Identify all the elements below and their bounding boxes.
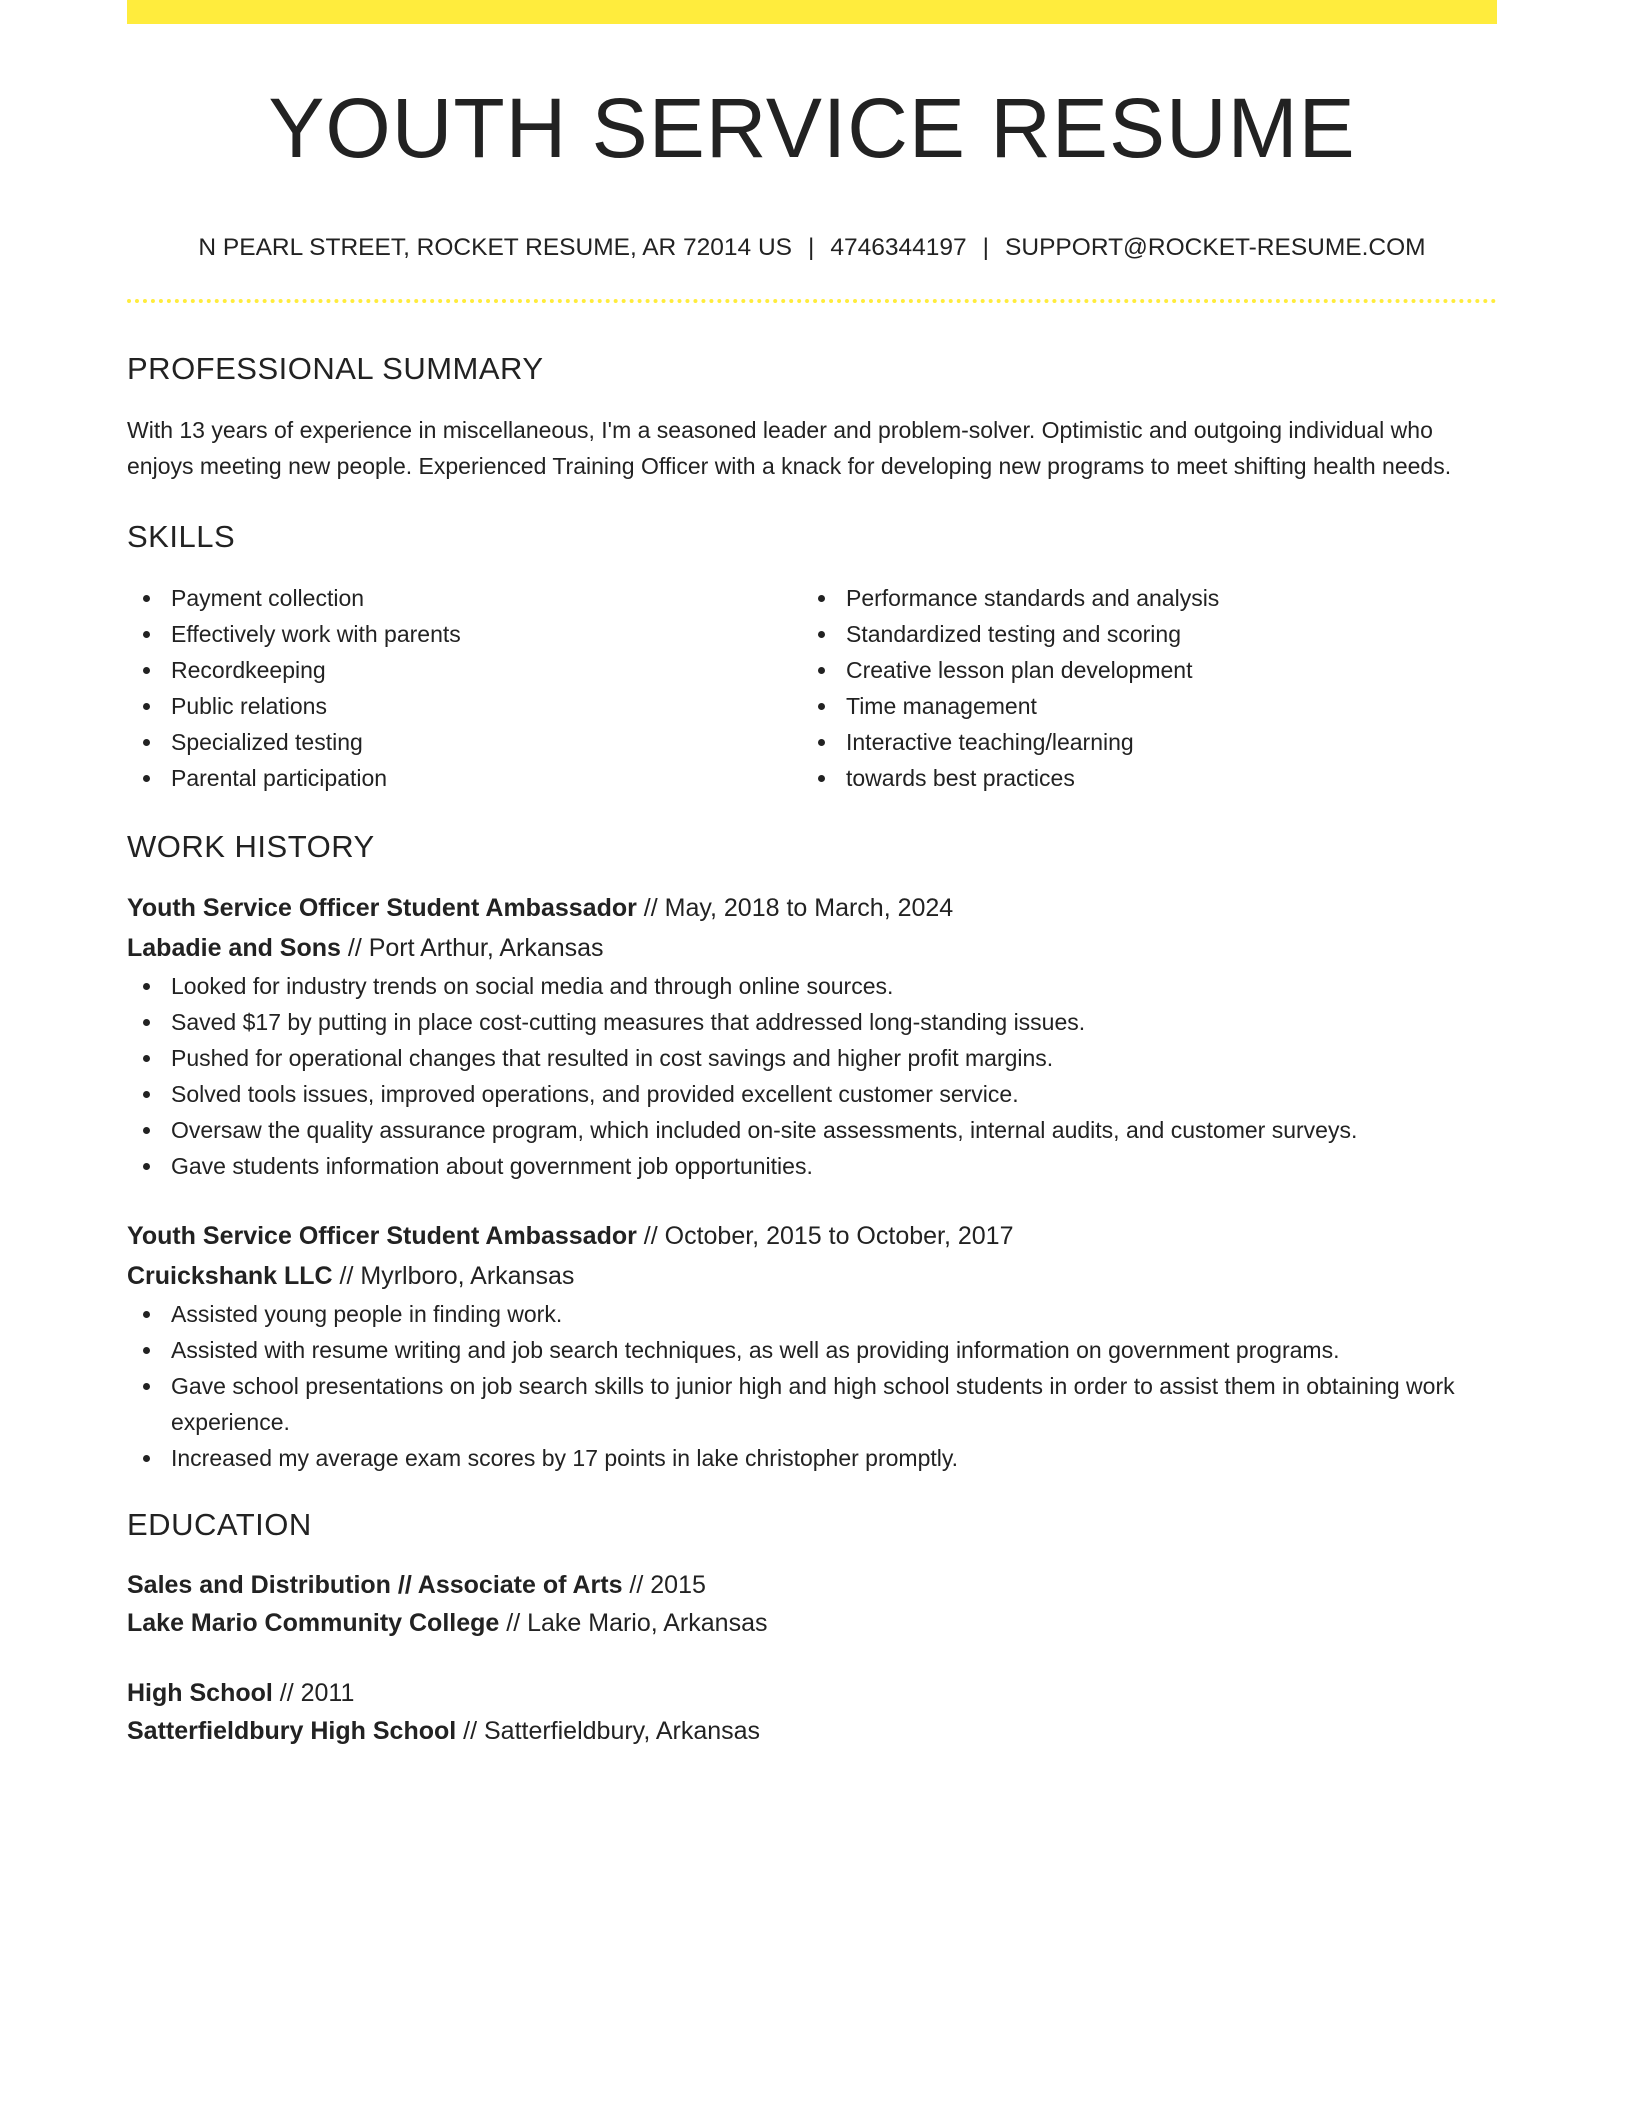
- job-bullet: Assisted young people in finding work.: [127, 1296, 1497, 1332]
- education-degree: High School: [127, 1678, 273, 1707]
- job-company-line: [127, 1256, 1497, 1296]
- job-title-line: [127, 888, 1497, 928]
- job-title-line: [127, 1216, 1497, 1256]
- skill-item: Public relations: [127, 688, 802, 724]
- education-degree: Sales and Distribution // Associate of Arts: [127, 1570, 623, 1599]
- skill-item: Specialized testing: [127, 724, 802, 760]
- skills-heading: SKILLS: [127, 518, 236, 554]
- skill-item: Effectively work with parents: [127, 616, 802, 652]
- job-bullets: [127, 968, 1497, 1184]
- education-school-line: [127, 1712, 1497, 1750]
- skill-item: Parental participation: [127, 760, 802, 796]
- separator: |: [808, 234, 815, 261]
- job-company: Labadie and Sons: [127, 933, 341, 962]
- job-entry: [127, 888, 1497, 1184]
- skill-item: towards best practices: [802, 760, 1477, 796]
- job-dates: // May, 2018 to March, 2024: [636, 893, 954, 922]
- summary-heading: PROFESSIONAL SUMMARY: [127, 350, 544, 386]
- job-company: Cruickshank LLC: [127, 1261, 333, 1290]
- job-bullet: Solved tools issues, improved operations, and provided excellent customer service.: [127, 1076, 1497, 1112]
- skill-item: Performance standards and analysis: [802, 580, 1477, 616]
- contact-line: [127, 236, 1497, 261]
- job-company-line: [127, 928, 1497, 968]
- job-bullet: Oversaw the quality assurance program, which included on-site assessments, internal audits, and customer surveys.: [127, 1112, 1497, 1148]
- resume-page: [127, 0, 1497, 1750]
- work-history-heading: WORK HISTORY: [127, 828, 375, 864]
- education-degree-line: [127, 1566, 1497, 1604]
- resume-title: YOUTH SERVICE RESUME: [268, 81, 1356, 175]
- skills-right-column: [802, 580, 1477, 796]
- skills-left-column: [127, 580, 802, 796]
- skill-item: Creative lesson plan development: [802, 652, 1477, 688]
- education-year: // 2011: [272, 1678, 355, 1707]
- accent-bar: [127, 0, 1497, 24]
- skills-grid: [127, 580, 1497, 796]
- job-bullet: Saved $17 by putting in place cost-cutting measures that addressed long-standing issues.: [127, 1004, 1497, 1040]
- skill-item: Interactive teaching/learning: [802, 724, 1477, 760]
- education-school: Lake Mario Community College: [127, 1608, 500, 1637]
- education-entry: [127, 1566, 1497, 1642]
- skill-item: Standardized testing and scoring: [802, 616, 1477, 652]
- phone: 4746344197: [830, 234, 967, 261]
- job-dates: // October, 2015 to October, 2017: [636, 1221, 1014, 1250]
- education-location: // Satterfieldbury, Arkansas: [456, 1716, 761, 1745]
- education-entry: [127, 1674, 1497, 1750]
- job-bullet: Gave school presentations on job search skills to junior high and high school students in order to assist them in obtaining work experience.: [127, 1368, 1497, 1440]
- skill-item: Payment collection: [127, 580, 802, 616]
- email: SUPPORT@ROCKET-RESUME.COM: [1005, 234, 1426, 261]
- education-school: Satterfieldbury High School: [127, 1716, 457, 1745]
- job-role: Youth Service Officer Student Ambassador: [127, 893, 637, 922]
- skill-item: Time management: [802, 688, 1477, 724]
- job-bullet: Looked for industry trends on social media and through online sources.: [127, 968, 1497, 1004]
- education-year: // 2015: [622, 1570, 706, 1599]
- education-heading: EDUCATION: [127, 1506, 312, 1542]
- job-bullet: Pushed for operational changes that resulted in cost savings and higher profit margins.: [127, 1040, 1497, 1076]
- address: N PEARL STREET, ROCKET RESUME, AR 72014 US: [198, 234, 793, 261]
- skill-item: Recordkeeping: [127, 652, 802, 688]
- education-location: // Lake Mario, Arkansas: [499, 1608, 768, 1637]
- job-entry: [127, 1216, 1497, 1476]
- dotted-divider: [127, 299, 1497, 303]
- job-bullet: Increased my average exam scores by 17 points in lake christopher promptly.: [127, 1440, 1497, 1476]
- separator: |: [982, 234, 990, 261]
- education-school-line: [127, 1604, 1497, 1642]
- job-bullet: Gave students information about government job opportunities.: [127, 1148, 1497, 1184]
- job-role: Youth Service Officer Student Ambassador: [127, 1221, 637, 1250]
- job-bullet: Assisted with resume writing and job search techniques, as well as providing information on government programs.: [127, 1332, 1497, 1368]
- job-bullets: [127, 1296, 1497, 1476]
- job-location: // Port Arthur, Arkansas: [340, 933, 604, 962]
- summary-text: With 13 years of experience in miscellaneous, I'm a seasoned leader and problem-solver. Optimistic and outgoing individual who enjoys meeting new people. Experienced Training Officer with a knack for developing new programs to meet shifting health needs.: [127, 416, 1452, 479]
- education-degree-line: [127, 1674, 1497, 1712]
- job-location: // Myrlboro, Arkansas: [332, 1261, 575, 1290]
